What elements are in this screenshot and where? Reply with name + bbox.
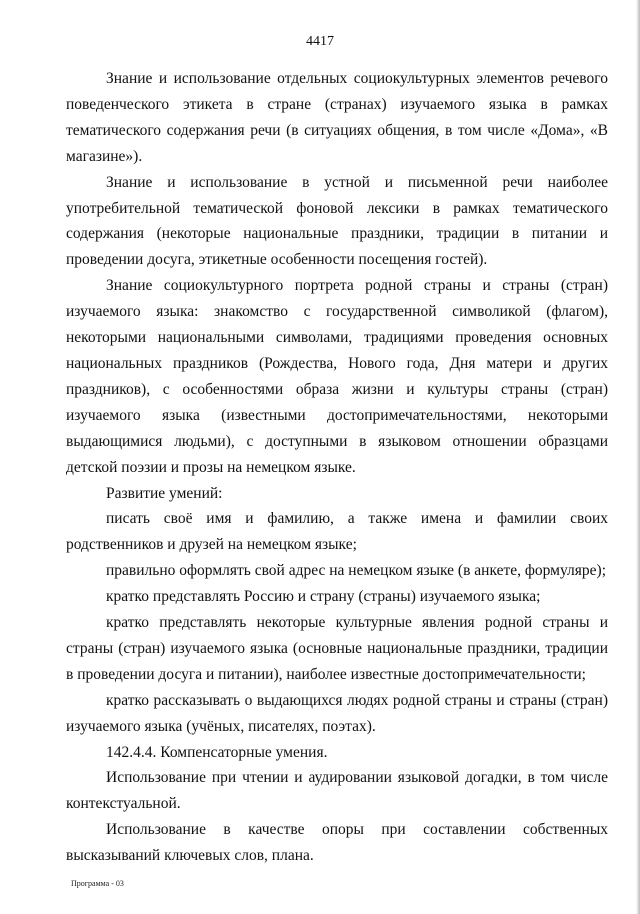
paragraph: Знание и использование в устной и письменной речи наиболее употребительной тематической фоновой лексики в рамках тематического содержания (некоторые национальные праздники, традиции в питании и проведении досуга, этикетные особенности посещения гостей).	[66, 173, 608, 269]
paragraph: кратко представлять некоторые культурные явления родной страны и страны (стран) изучаемого языка (основные национальные праздники, традиции в проведении досуга и питании), наиболее известные достопримечательности;	[66, 614, 608, 683]
page-number: 4417	[306, 34, 334, 49]
body-text	[66, 66, 608, 869]
paragraph: кратко рассказывать о выдающихся людях родной страны и страны (стран) изучаемого языка (учёных, писателях, поэтах).	[66, 691, 608, 735]
paragraph: кратко представлять Россию и страну (страны) изучаемого языка;	[106, 588, 541, 606]
paragraph: Использование в качестве опоры при составлении собственных высказываний ключевых слов, плана.	[66, 821, 608, 865]
paragraph: Использование при чтении и аудировании языковой догадки, в том числе контекстуальной.	[66, 769, 608, 813]
paragraph: Знание социокультурного портрета родной страны и страны (стран) изучаемого языка: знакомство с государственной символикой (флагом), некоторыми национальными символами, традициями проведения основных национальных праздников (Рождества, Нового года, Дня матери и других праздников), с особенностями образа жизни и культуры страны (стран) изучаемого языка (известными достопримечательностями, некоторыми выдающимися людьми), с доступными в языковом отношении образцами детской поэзии и прозы на немецком языке.	[66, 277, 608, 476]
paragraph: писать своё имя и фамилию, а также имена и фамилии своих родственников и друзей на немецком языке;	[66, 510, 608, 554]
paragraph: Развитие умений:	[106, 484, 223, 502]
scan-edge-shadow	[636, 0, 640, 914]
paragraph: правильно оформлять свой адрес на немецком языке (в анкете, формуляре);	[106, 562, 607, 580]
paragraph: Знание и использование отдельных социокультурных элементов речевого поведенческого этикета в стране (странах) изучаемого языка в рамках тематического содержания речи (в ситуациях общения, в том числе «Дома», «В магазине»).	[66, 70, 608, 165]
section-heading: 142.4.4. Компенсаторные умения.	[106, 743, 328, 761]
footer-label: Программа - 03	[71, 879, 124, 888]
